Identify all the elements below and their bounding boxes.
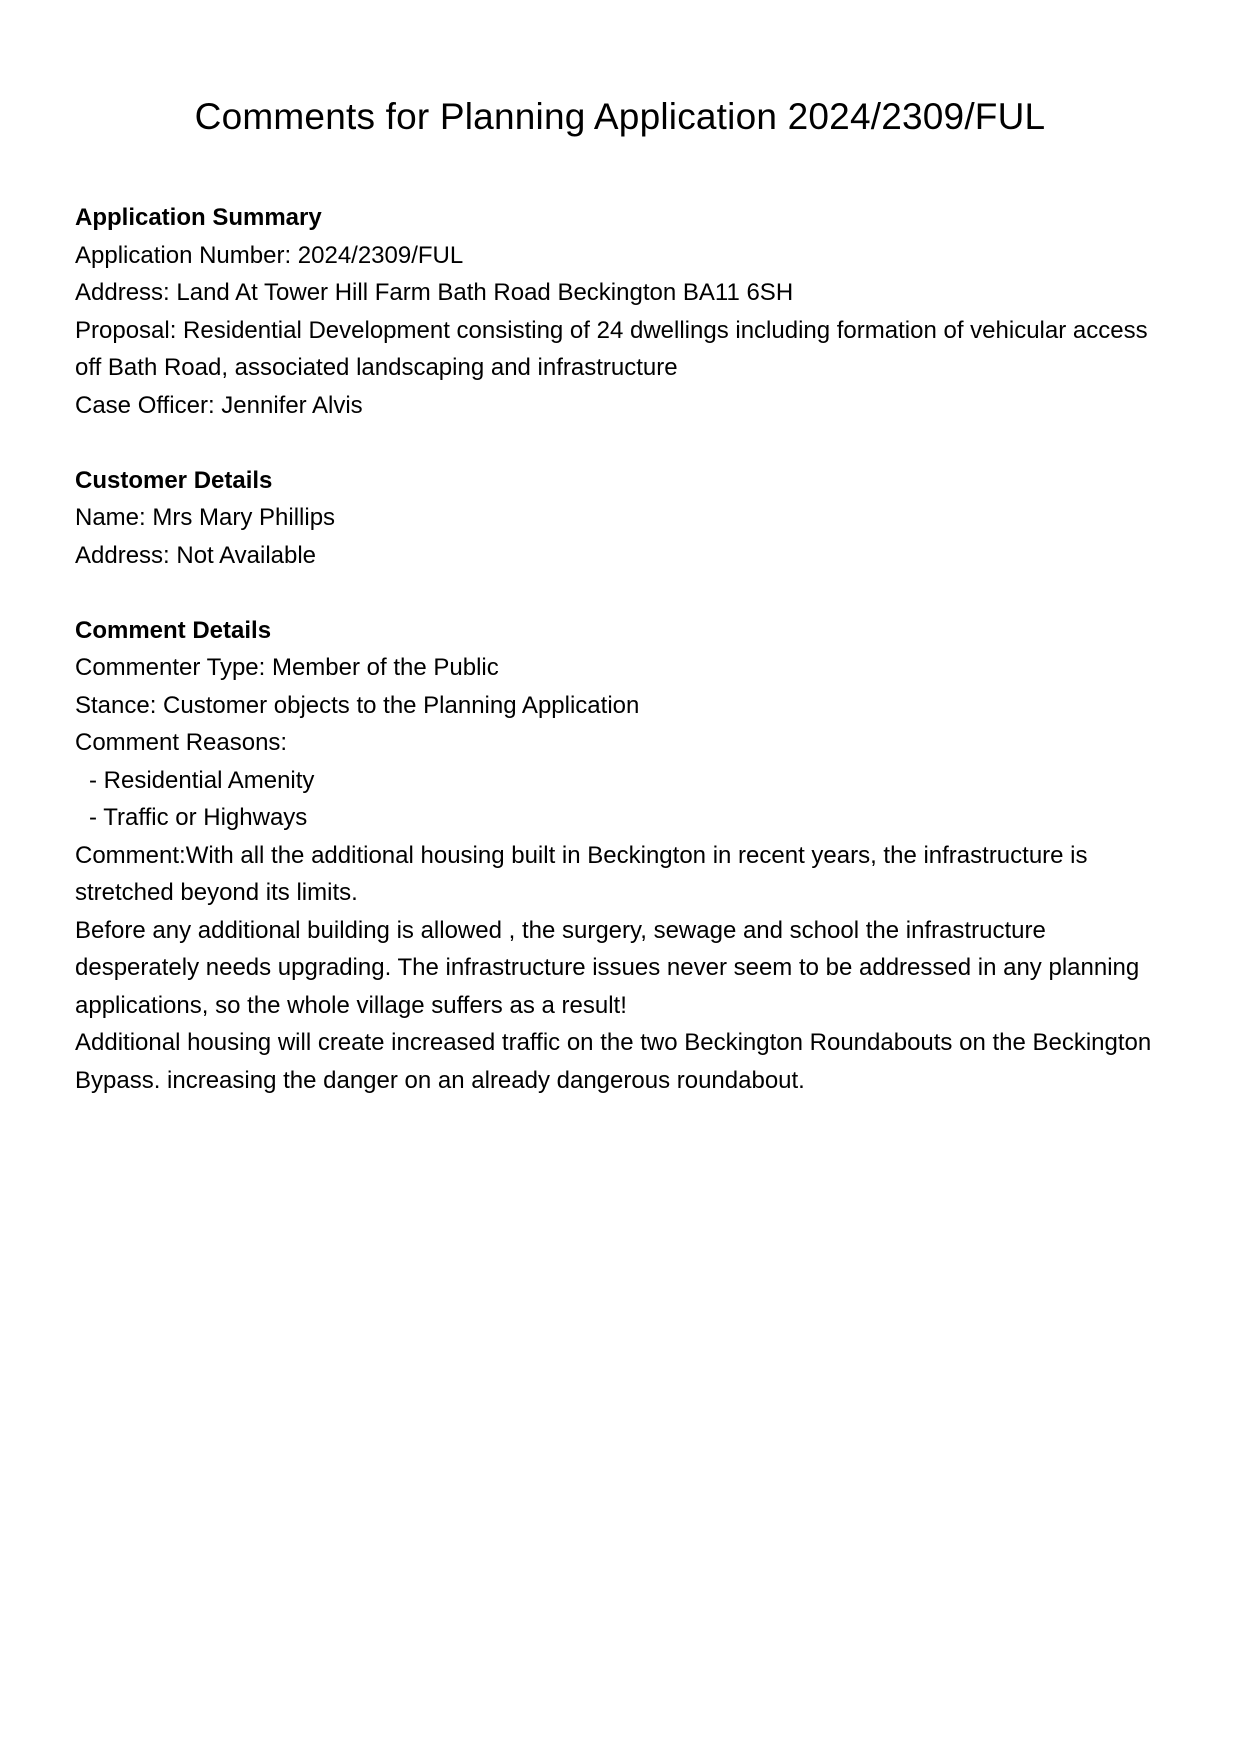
customer-details-section bbox=[75, 462, 1175, 575]
application-address: Address: Land At Tower Hill Farm Bath Road Beckington BA11 6SH bbox=[75, 279, 794, 306]
comment-details-heading: Comment Details bbox=[75, 616, 272, 644]
application-summary-section bbox=[75, 199, 1175, 424]
comment-reasons-label: Comment Reasons: bbox=[75, 729, 288, 756]
page-title: Comments for Planning Application 2024/2309/FUL bbox=[194, 96, 1046, 137]
comment-paragraph: Comment:With all the additional housing built in Beckington in recent years, the infrastructure is stretched beyond its limits. bbox=[75, 841, 1088, 906]
comment-reason-item: - Residential Amenity bbox=[89, 766, 315, 794]
application-summary-heading: Application Summary bbox=[75, 204, 322, 231]
customer-details-heading: Customer Details bbox=[75, 466, 273, 494]
comment-paragraph: Additional housing will create increased traffic on the two Beckington Roundabouts on the Beckington Bypass. increasing the danger on an already dangerous roundabout. bbox=[75, 1029, 1152, 1094]
application-number: Application Number: 2024/2309/FUL bbox=[75, 241, 464, 269]
customer-address: Address: Not Available bbox=[75, 541, 317, 569]
application-proposal: Proposal: Residential Development consisting of 24 dwellings including formation of vehicular access off Bath Road, associated landscaping and infrastructure bbox=[75, 316, 1148, 381]
customer-name: Name: Mrs Mary Phillips bbox=[75, 504, 336, 531]
stance: Stance: Customer objects to the Planning Application bbox=[75, 691, 640, 719]
comment-reason-item: - Traffic or Highways bbox=[89, 804, 308, 831]
case-officer: Case Officer: Jennifer Alvis bbox=[75, 391, 363, 419]
commenter-type: Commenter Type: Member of the Public bbox=[75, 654, 499, 681]
document-body bbox=[75, 199, 1175, 1137]
comment-paragraph: Before any additional building is allowed , the surgery, sewage and school the infrastructure desperately needs upgrading. The infrastructure issues never seem to be addressed in any planning applications, so the whole village suffers as a result! bbox=[75, 916, 1140, 1019]
comment-details-section bbox=[75, 612, 1175, 1100]
